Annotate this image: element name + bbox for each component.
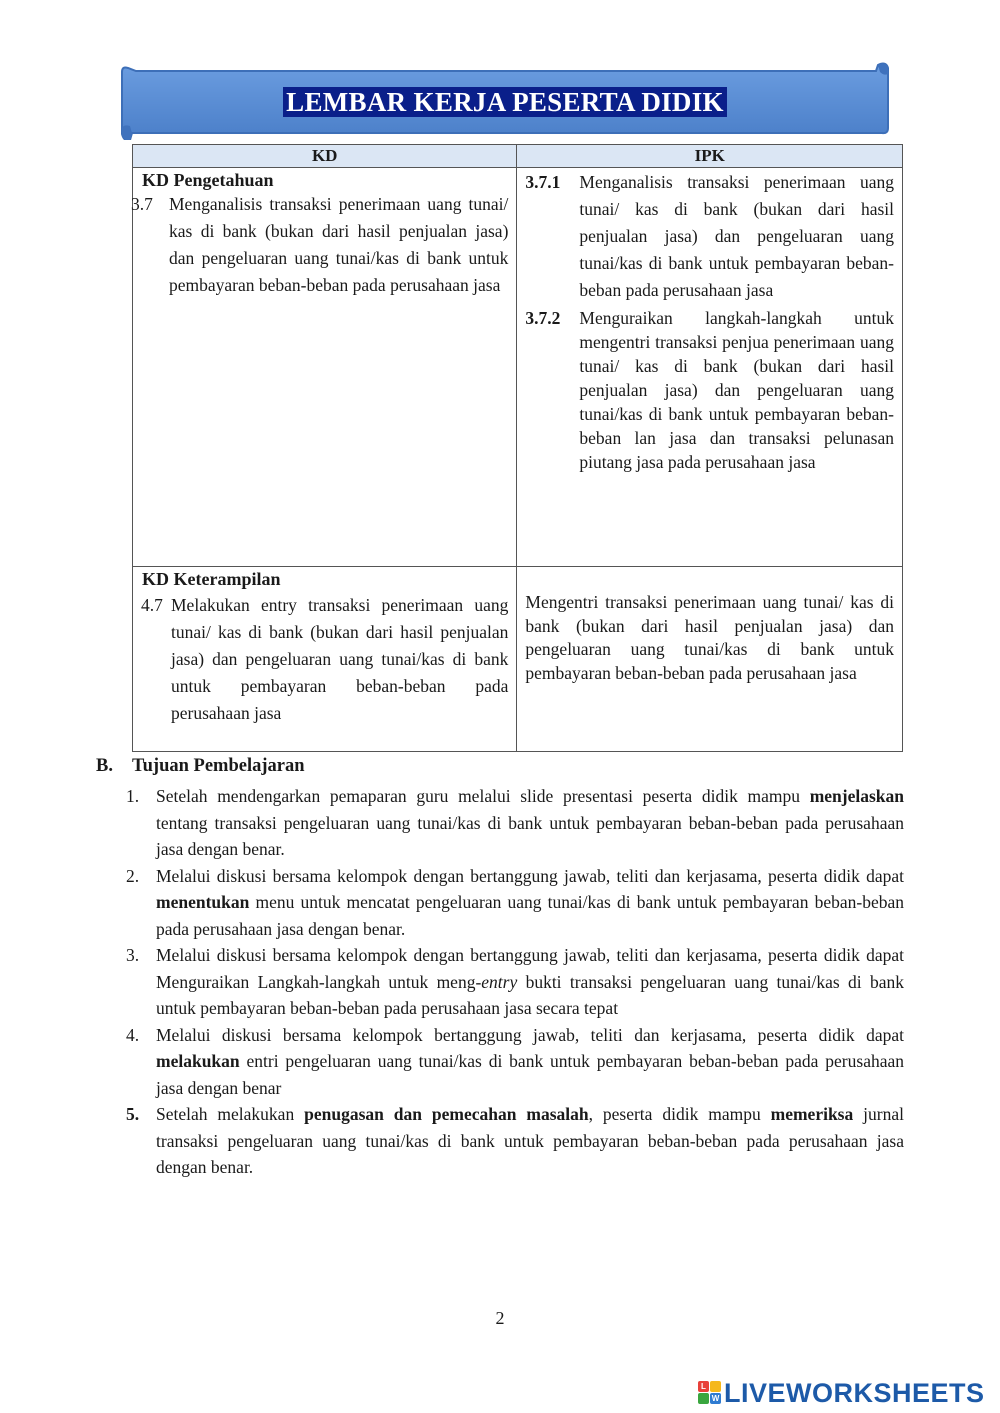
kd-text: Melakukan entry transaksi penerimaan uang tunai/ kas di bank (bukan dari hasil penjualan jasa) dan pengeluaran uang tunai/kas di bank untuk pembayaran beban-beban pada perusahaan jasa: [171, 595, 509, 723]
item-number: 5.: [126, 1104, 140, 1124]
item-number: 2.: [126, 865, 140, 886]
item-emphasis: melakukan: [156, 1051, 240, 1071]
item-emphasis: menjelaskan: [809, 786, 904, 806]
ipk-pengetahuan-cell: [517, 168, 903, 567]
item-text: menu untuk mencatat pengeluaran uang tunai/kas di bank untuk pembayaran beban-beban pada perusahaan jasa dengan benar.: [156, 892, 904, 939]
item-text: entri pengeluaran uang tunai/kas di bank untuk pembayaran beban-beban pada perusahaan jasa dengan benar: [156, 1051, 904, 1098]
section-label: B.: [96, 756, 113, 776]
kd-ipk-table: [132, 144, 903, 752]
kd-pengetahuan-cell: [133, 168, 517, 567]
table-row: [133, 168, 903, 567]
ipk-text: Menguraikan langkah-langkah untuk mengentri transaksi penjua penerimaan uang tunai/ kas di bank (bukan dari hasil penjualan jasa) dan pengeluaran uang tunai/kas di bank untuk pembayaran beban-beban lan jasa dan transaksi pelunasan piutang jasa pada perusahaan jasa: [579, 308, 894, 472]
list-item: [116, 1022, 904, 1102]
item-italic: entry: [481, 971, 518, 992]
item-number: 1.: [126, 786, 140, 806]
page-number: 2: [495, 1308, 505, 1328]
watermark-text: LIVEWORKSHEETS: [724, 1377, 985, 1408]
item-text: Melalui diskusi bersama kelompok bertanggung jawab, teliti dan kerjasama, peserta didik dapat: [156, 1024, 904, 1045]
list-item: [116, 783, 904, 863]
item-emphasis: menentukan: [156, 892, 250, 912]
item-emphasis: penugasan dan pemecahan masalah: [304, 1104, 589, 1124]
item-text: Melalui diskusi bersama kelompok dengan bertanggung jawab, teliti dan kerjasama, peserta didik dapat Menguraikan Langkah-langkah untuk meng-: [156, 945, 904, 992]
list-item: [116, 942, 904, 1022]
item-text: jurnal transaksi pengeluaran uang tunai/kas di bank untuk pembayaran beban-beban pada perusahaan jasa dengan benar.: [156, 1104, 904, 1177]
kd-item: [133, 191, 508, 299]
ipk-item: [525, 169, 894, 304]
table-row: [133, 567, 903, 752]
list-item: [116, 863, 904, 943]
ipk-text: Menganalisis transaksi penerimaan uang tunai/ kas di bank (bukan dari hasil penjualan jasa) dan pengeluaran uang tunai/kas di bank untuk pembayaran beban-beban pada perusahaan jasa: [579, 172, 894, 300]
ipk-number: 3.7.1: [525, 172, 561, 192]
page-title: LEMBAR KERJA PESERTA DIDIK: [283, 87, 727, 117]
ipk-text: Mengentri transaksi penerimaan uang tunai/ kas di bank (bukan dari hasil penjualan jasa) dan pengeluaran uang tunai/kas di bank untuk pembayaran beban-beban pada perusahaan jasa: [525, 592, 894, 683]
kd-number: 3.7: [131, 194, 153, 214]
list-item: [116, 1101, 904, 1181]
kd-number: 4.7: [141, 595, 163, 615]
section-heading: [96, 756, 305, 777]
ipk-number: 3.7.2: [525, 308, 561, 328]
item-text: Melalui diskusi bersama kelompok dengan bertanggung jawab, teliti dan kerjasama, peserta didik dapat: [156, 865, 904, 886]
logo-letter: L: [698, 1381, 709, 1392]
header-ipk: IPK: [517, 145, 903, 168]
kd-title: KD Pengetahuan: [142, 170, 274, 190]
item-emphasis: memeriksa: [770, 1104, 854, 1124]
logo-square: [698, 1393, 709, 1404]
title-banner: [116, 62, 894, 140]
item-number: 4.: [126, 1024, 140, 1045]
item-text: , peserta didik mampu: [588, 1104, 771, 1124]
kd-keterampilan-cell: [133, 567, 517, 752]
logo-square: [710, 1381, 721, 1392]
section-title: Tujuan Pembelajaran: [132, 756, 305, 776]
item-text: bukti transaksi pengeluaran uang tunai/kas di bank untuk pembayaran beban-beban pada perusahaan jasa secara tepat: [156, 971, 904, 1018]
logo-letter: W: [711, 1394, 720, 1403]
table-header-row: [133, 145, 903, 168]
kd-title: KD Keterampilan: [142, 569, 281, 589]
ipk-item: [525, 306, 894, 474]
item-text: Setelah mendengarkan pemaparan guru melalui slide presentasi peserta didik mampu: [156, 786, 810, 806]
header-kd: KD: [133, 145, 517, 168]
item-number: 3.: [126, 945, 140, 965]
liveworksheets-logo-icon: [698, 1381, 722, 1405]
kd-item: [133, 592, 508, 727]
kd-text: Menganalisis transaksi penerimaan uang tunai/ kas di bank (bukan dari hasil penjualan jasa) dan pengeluaran uang tunai/kas di bank untuk pembayaran beban-beban pada perusahaan jasa: [169, 194, 509, 295]
liveworksheets-watermark: [698, 1378, 985, 1408]
learning-goals-list: [116, 783, 904, 1181]
item-text: Setelah melakukan: [156, 1104, 305, 1124]
ipk-keterampilan-cell: [517, 567, 903, 752]
item-text: tentang transaksi pengeluaran uang tunai/kas di bank untuk pembayaran beban-beban pada perusahaan jasa dengan benar.: [156, 812, 904, 859]
